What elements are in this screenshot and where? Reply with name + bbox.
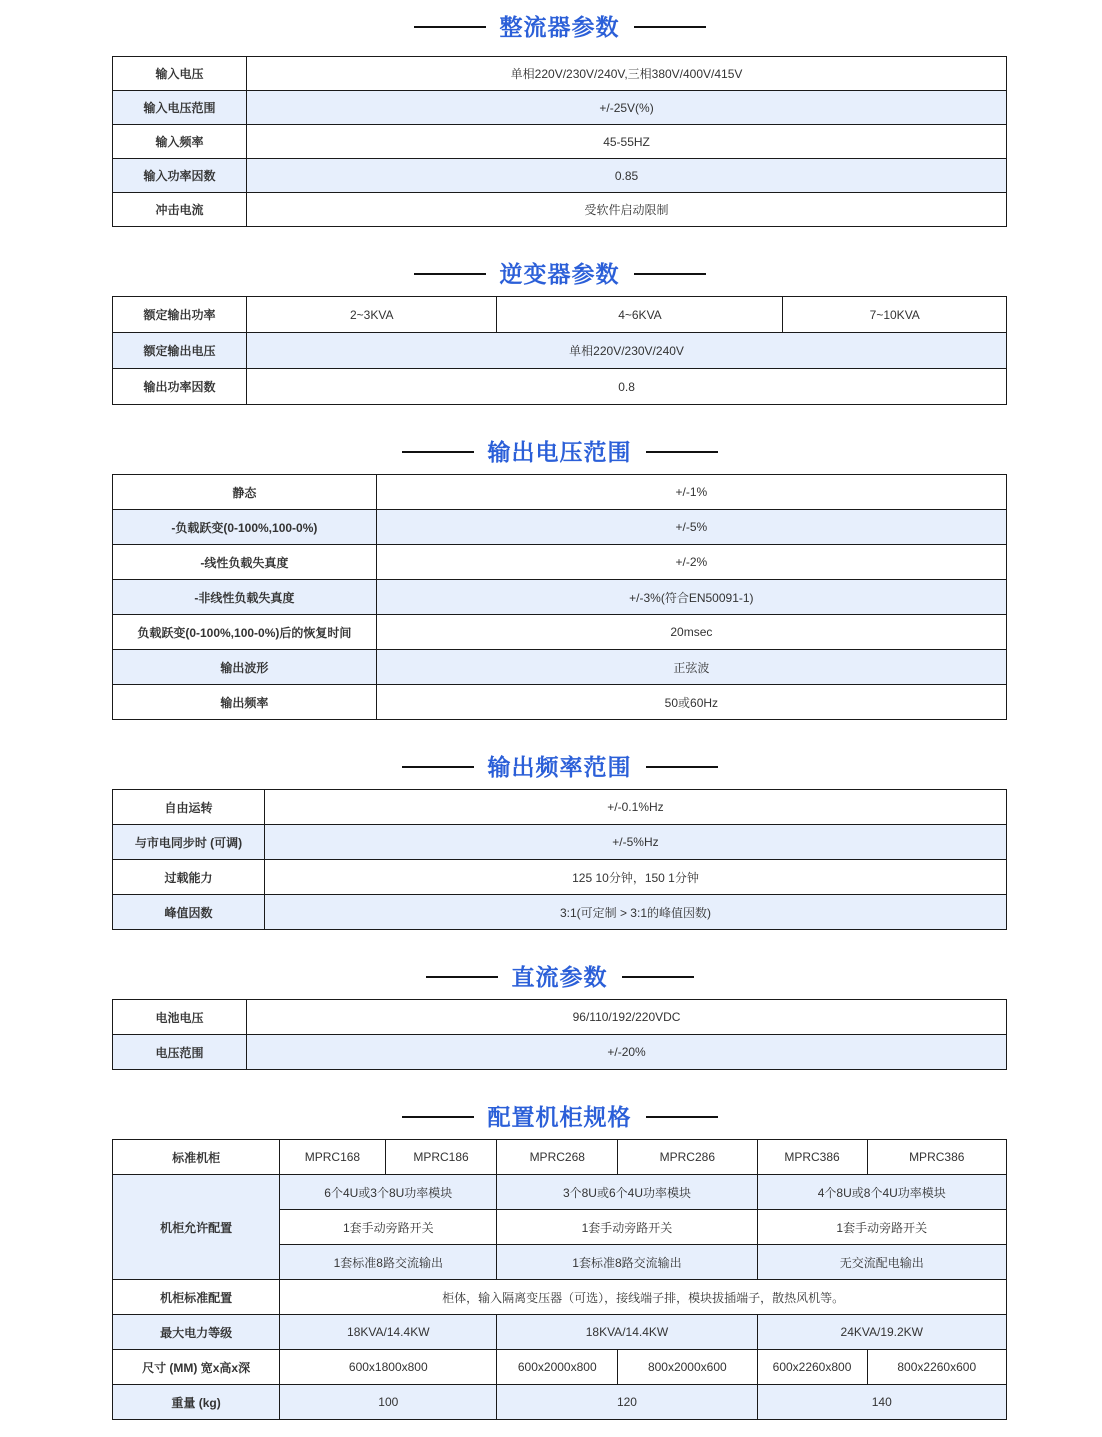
value-cell: 800x2000x600: [618, 1350, 757, 1385]
table-row: [113, 193, 1007, 227]
value-cell: MPRC168: [280, 1140, 385, 1175]
value-cell: 7~10KVA: [783, 297, 1007, 333]
title-dash-right: [646, 766, 718, 768]
row-label-cell: -线性负载失真度: [113, 545, 377, 580]
title-dash-left: [402, 1116, 474, 1118]
row-label-cell: 输入功率因数: [113, 159, 247, 193]
title-dash-right: [622, 976, 694, 978]
value-cell: 18KVA/14.4KW: [497, 1315, 757, 1350]
spec-table: [112, 296, 1007, 405]
value-cell: 4个8U或8个4U功率模块: [757, 1175, 1006, 1210]
table-row: [113, 790, 1007, 825]
value-cell: 4~6KVA: [497, 297, 783, 333]
title-dash-left: [414, 26, 486, 28]
spec-table: [112, 789, 1007, 930]
value-cell: 20msec: [376, 615, 1006, 650]
value-cell: 6个4U或3个8U功率模块: [280, 1175, 497, 1210]
row-label-cell: 静态: [113, 475, 377, 510]
row-label-cell: -非线性负载失真度: [113, 580, 377, 615]
value-cell: +/-3%(符合EN50091-1): [376, 580, 1006, 615]
title-dash-left: [414, 273, 486, 275]
value-cell: 140: [757, 1385, 1006, 1420]
section-title-text: 逆变器参数: [499, 261, 620, 287]
table-row: [113, 125, 1007, 159]
spec-section: [112, 259, 1007, 405]
value-cell: 1套手动旁路开关: [497, 1210, 757, 1245]
table-row: [113, 297, 1007, 333]
table-row: [113, 1315, 1007, 1350]
row-label-cell: 输入频率: [113, 125, 247, 159]
section-title-text: 整流器参数: [499, 14, 620, 40]
section-title: [112, 12, 1007, 42]
value-cell: 45-55HZ: [247, 125, 1007, 159]
title-dash-left: [426, 976, 498, 978]
table-row: [113, 1000, 1007, 1035]
value-cell: 800x2260x600: [867, 1350, 1007, 1385]
section-title: [112, 1102, 1007, 1132]
section-title: [112, 962, 1007, 992]
table-row: [113, 1385, 1007, 1420]
row-label-cell: 电池电压: [113, 1000, 247, 1035]
value-cell: 600x1800x800: [280, 1350, 497, 1385]
table-row: [113, 57, 1007, 91]
table-row: [113, 1035, 1007, 1070]
section-title-text: 输出频率范围: [487, 754, 632, 780]
section-title: [112, 437, 1007, 467]
table-row: [113, 1350, 1007, 1385]
title-dash-right: [646, 1116, 718, 1118]
table-row: [113, 333, 1007, 369]
row-label-cell: 峰值因数: [113, 895, 265, 930]
spec-section: [112, 752, 1007, 930]
value-cell: 125 10分钟，150 1分钟: [264, 860, 1006, 895]
title-dash-left: [402, 451, 474, 453]
row-label-cell: 自由运转: [113, 790, 265, 825]
value-cell: 柜体，输入隔离变压器（可选），接线端子排，模块拔插端子，散热风机等。: [280, 1280, 1007, 1315]
row-label-cell: 冲击电流: [113, 193, 247, 227]
row-label-cell: 与市电同步时 (可调): [113, 825, 265, 860]
row-label-cell: 输出波形: [113, 650, 377, 685]
value-cell: +/-5%: [376, 510, 1006, 545]
row-label-cell: 额定输出功率: [113, 297, 247, 333]
value-cell: 单相220V/230V/240V: [247, 333, 1007, 369]
row-label-cell: 标准机柜: [113, 1140, 280, 1175]
value-cell: 受软件启动限制: [247, 193, 1007, 227]
table-row: [113, 369, 1007, 405]
value-cell: +/-5%Hz: [264, 825, 1006, 860]
value-cell: 1套标准8路交流输出: [280, 1245, 497, 1280]
table-row: [113, 685, 1007, 720]
value-cell: MPRC386: [757, 1140, 867, 1175]
value-cell: 0.8: [247, 369, 1007, 405]
value-cell: 正弦波: [376, 650, 1006, 685]
value-cell: MPRC268: [497, 1140, 618, 1175]
value-cell: 100: [280, 1385, 497, 1420]
value-cell: 24KVA/19.2KW: [757, 1315, 1006, 1350]
value-cell: 1套标准8路交流输出: [497, 1245, 757, 1280]
table-row: [113, 580, 1007, 615]
value-cell: MPRC186: [385, 1140, 497, 1175]
row-label-cell: 尺寸 (MM) 宽x高x深: [113, 1350, 280, 1385]
value-cell: 18KVA/14.4KW: [280, 1315, 497, 1350]
value-cell: 无交流配电输出: [757, 1245, 1006, 1280]
value-cell: MPRC286: [618, 1140, 757, 1175]
value-cell: 120: [497, 1385, 757, 1420]
row-label-cell: 输出频率: [113, 685, 377, 720]
spec-table: [112, 56, 1007, 227]
table-row: [113, 615, 1007, 650]
row-label-cell: 最大电力等级: [113, 1315, 280, 1350]
spec-table: [112, 999, 1007, 1070]
value-cell: 600x2260x800: [757, 1350, 867, 1385]
row-label-cell: 重量 (kg): [113, 1385, 280, 1420]
table-row: [113, 650, 1007, 685]
table-row: [113, 825, 1007, 860]
row-label-cell: 输出功率因数: [113, 369, 247, 405]
table-row: [113, 475, 1007, 510]
row-label-cell: -负载跃变(0-100%,100-0%): [113, 510, 377, 545]
row-label-cell: 电压范围: [113, 1035, 247, 1070]
value-cell: 单相220V/230V/240V,三相380V/400V/415V: [247, 57, 1007, 91]
value-cell: MPRC386: [867, 1140, 1007, 1175]
spec-section: [112, 1102, 1007, 1420]
section-title: [112, 259, 1007, 289]
title-dash-right: [646, 451, 718, 453]
section-title-text: 配置机柜规格: [487, 1104, 632, 1130]
spec-table: [112, 1139, 1007, 1420]
spec-section: [112, 437, 1007, 720]
table-row: [113, 159, 1007, 193]
row-label-cell: 负载跃变(0-100%,100-0%)后的恢复时间: [113, 615, 377, 650]
section-title-text: 输出电压范围: [487, 439, 632, 465]
title-dash-right: [634, 26, 706, 28]
table-row: [113, 1175, 1007, 1210]
spec-section: [112, 962, 1007, 1070]
table-row: [113, 545, 1007, 580]
value-cell: +/-25V(%): [247, 91, 1007, 125]
value-cell: 600x2000x800: [497, 1350, 618, 1385]
value-cell: 3:1(可定制 > 3:1的峰值因数): [264, 895, 1006, 930]
table-row: [113, 1280, 1007, 1315]
section-title-text: 直流参数: [511, 964, 608, 990]
value-cell: +/-2%: [376, 545, 1006, 580]
spec-sections: [112, 12, 1007, 1420]
row-label-cell: 额定输出电压: [113, 333, 247, 369]
table-row: [113, 1140, 1007, 1175]
spec-section: [112, 12, 1007, 227]
table-row: [113, 895, 1007, 930]
table-row: [113, 860, 1007, 895]
value-cell: +/-20%: [247, 1035, 1007, 1070]
value-cell: 2~3KVA: [247, 297, 497, 333]
row-label-cell: 机柜允许配置: [113, 1175, 280, 1280]
value-cell: +/-1%: [376, 475, 1006, 510]
value-cell: 3个8U或6个4U功率模块: [497, 1175, 757, 1210]
table-row: [113, 510, 1007, 545]
row-label-cell: 输入电压: [113, 57, 247, 91]
value-cell: 96/110/192/220VDC: [247, 1000, 1007, 1035]
section-title: [112, 752, 1007, 782]
row-label-cell: 机柜标准配置: [113, 1280, 280, 1315]
value-cell: 0.85: [247, 159, 1007, 193]
spec-table: [112, 474, 1007, 720]
row-label-cell: 输入电压范围: [113, 91, 247, 125]
title-dash-left: [402, 766, 474, 768]
value-cell: 50或60Hz: [376, 685, 1006, 720]
value-cell: 1套手动旁路开关: [280, 1210, 497, 1245]
value-cell: 1套手动旁路开关: [757, 1210, 1006, 1245]
row-label-cell: 过载能力: [113, 860, 265, 895]
table-row: [113, 91, 1007, 125]
value-cell: +/-0.1%Hz: [264, 790, 1006, 825]
title-dash-right: [634, 273, 706, 275]
